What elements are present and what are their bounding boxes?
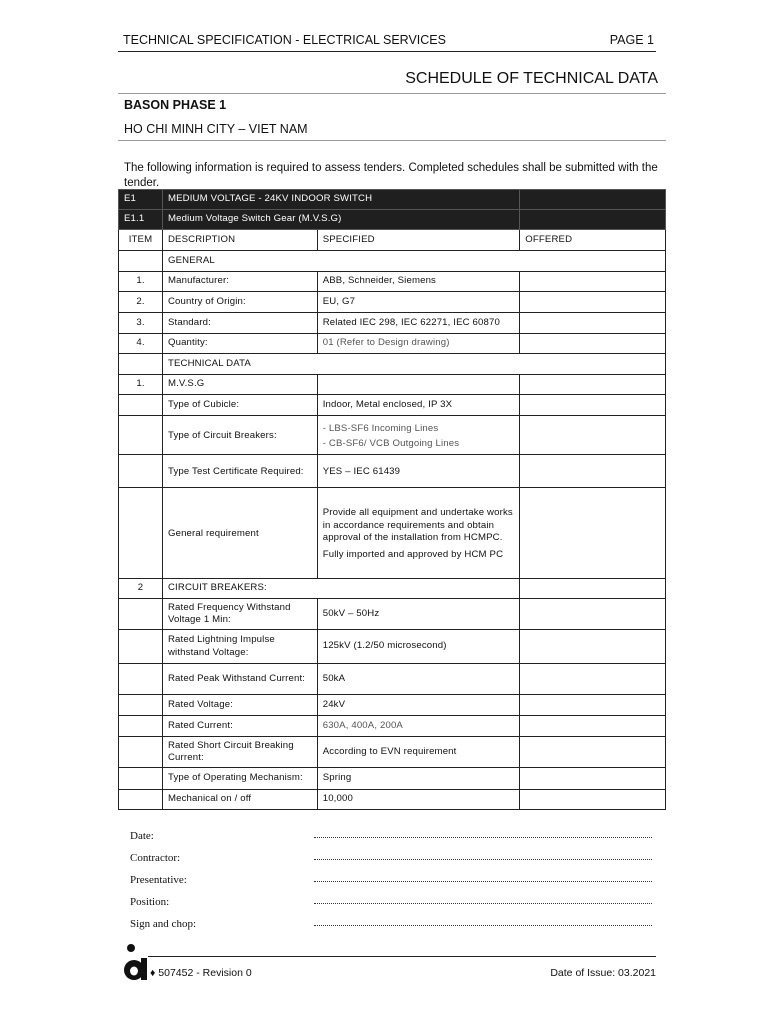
page-number: PAGE 1 — [609, 33, 654, 47]
table-row: 2. Country of Origin: EU, G7 — [119, 292, 666, 313]
position-line[interactable] — [130, 894, 660, 916]
position-label: Position: — [130, 896, 170, 908]
offered-cell — [520, 292, 666, 313]
date-line[interactable] — [130, 828, 660, 850]
project-name: BASON PHASE 1 — [124, 98, 227, 112]
table-row: Rated Voltage: 24kV — [119, 695, 666, 716]
header-description: DESCRIPTION — [162, 230, 317, 251]
offered-cell — [520, 599, 666, 630]
date-label: Date: — [130, 830, 154, 842]
subsection-code: E1.1 — [119, 210, 163, 230]
table-row: Rated Current: 630A, 400A, 200A — [119, 716, 666, 737]
column-headers — [119, 230, 666, 251]
offered-cell — [520, 272, 666, 292]
group-row-technical — [119, 354, 666, 375]
offered-cell — [520, 630, 666, 664]
offered-cell — [520, 375, 666, 395]
sign-line[interactable] — [130, 916, 660, 938]
table-row: Rated Short Circuit Breaking Current: According to EVN requirement — [119, 737, 666, 768]
offered-cell — [520, 716, 666, 737]
company-logo-icon — [118, 940, 154, 984]
date-of-issue: Date of Issue: 03.2021 — [550, 967, 656, 979]
table-row: Type Test Certificate Required: YES – IEC 61439 — [119, 455, 666, 488]
footer-divider — [148, 956, 656, 957]
intro-paragraph: The following information is required to assess tenders. Completed schedules shall be submitted with the tender. — [124, 162, 658, 189]
offered-cell — [520, 334, 666, 354]
offered-cell — [520, 313, 666, 334]
offered-cell — [520, 790, 666, 810]
table-row: Type of Cubicle: Indoor, Metal enclosed, IP 3X — [119, 395, 666, 416]
sign-label: Sign and chop: — [130, 918, 196, 930]
section-code: E1 — [119, 190, 163, 210]
group-label: GENERAL — [162, 251, 665, 272]
document-revision: ♦ 507452 - Revision 0 — [150, 967, 252, 979]
table-row: 2 CIRCUIT BREAKERS: — [119, 579, 666, 599]
offered-cell — [520, 664, 666, 695]
table-row: Rated Lightning Impulse withstand Voltage: 125kV (1.2/50 microsecond) — [119, 630, 666, 664]
section-row — [119, 190, 666, 210]
group-label: TECHNICAL DATA — [162, 354, 665, 375]
table-row: General requirement Provide all equipment and undertake works in accordance requirements and obtain approval of the installation from HCMPC. Fully imported and approved by HCM PC — [119, 488, 666, 579]
header-offered: OFFERED — [520, 230, 666, 251]
offered-cell — [520, 579, 666, 599]
project-city: HO CHI MINH CITY – VIET NAM — [124, 122, 308, 136]
offered-cell — [520, 455, 666, 488]
header-specified: SPECIFIED — [317, 230, 520, 251]
presentative-line[interactable] — [130, 872, 660, 894]
divider — [118, 140, 666, 141]
signature-block — [130, 828, 660, 938]
table-row: 3. Standard: Related IEC 298, IEC 62271, IEC 60870 — [119, 313, 666, 334]
offered-cell — [520, 395, 666, 416]
page-header — [118, 32, 656, 52]
table-row: Rated Frequency Withstand Voltage 1 Min: 50kV – 50Hz — [119, 599, 666, 630]
contractor-line[interactable] — [130, 850, 660, 872]
table-row: Mechanical on / off 10,000 — [119, 790, 666, 810]
presentative-label: Presentative: — [130, 874, 187, 886]
table-row: Type of Circuit Breakers: - LBS-SF6 Incoming Lines - CB-SF6/ VCB Outgoing Lines — [119, 416, 666, 455]
technical-data-table — [118, 189, 666, 810]
offered-cell — [520, 416, 666, 455]
schedule-title: SCHEDULE OF TECHNICAL DATA — [405, 70, 658, 87]
contractor-label: Contractor: — [130, 852, 181, 864]
table-row: 4. Quantity: 01 (Refer to Design drawing) — [119, 334, 666, 354]
group-row-general — [119, 251, 666, 272]
table-row: Rated Peak Withstand Current: 50kA — [119, 664, 666, 695]
section-title: MEDIUM VOLTAGE - 24KV INDOOR SWITCH — [162, 190, 519, 210]
offered-cell — [520, 488, 666, 579]
divider — [118, 93, 666, 94]
header-item: ITEM — [119, 230, 163, 251]
offered-cell — [520, 695, 666, 716]
offered-cell — [520, 768, 666, 790]
table-row: 1. Manufacturer: ABB, Schneider, Siemens — [119, 272, 666, 292]
subsection-title: Medium Voltage Switch Gear (M.V.S.G) — [162, 210, 519, 230]
offered-cell — [520, 737, 666, 768]
table-row: 1. M.V.S.G — [119, 375, 666, 395]
header-title: TECHNICAL SPECIFICATION - ELECTRICAL SERVICES — [123, 33, 446, 47]
subsection-row — [119, 210, 666, 230]
table-row: Type of Operating Mechanism: Spring — [119, 768, 666, 790]
